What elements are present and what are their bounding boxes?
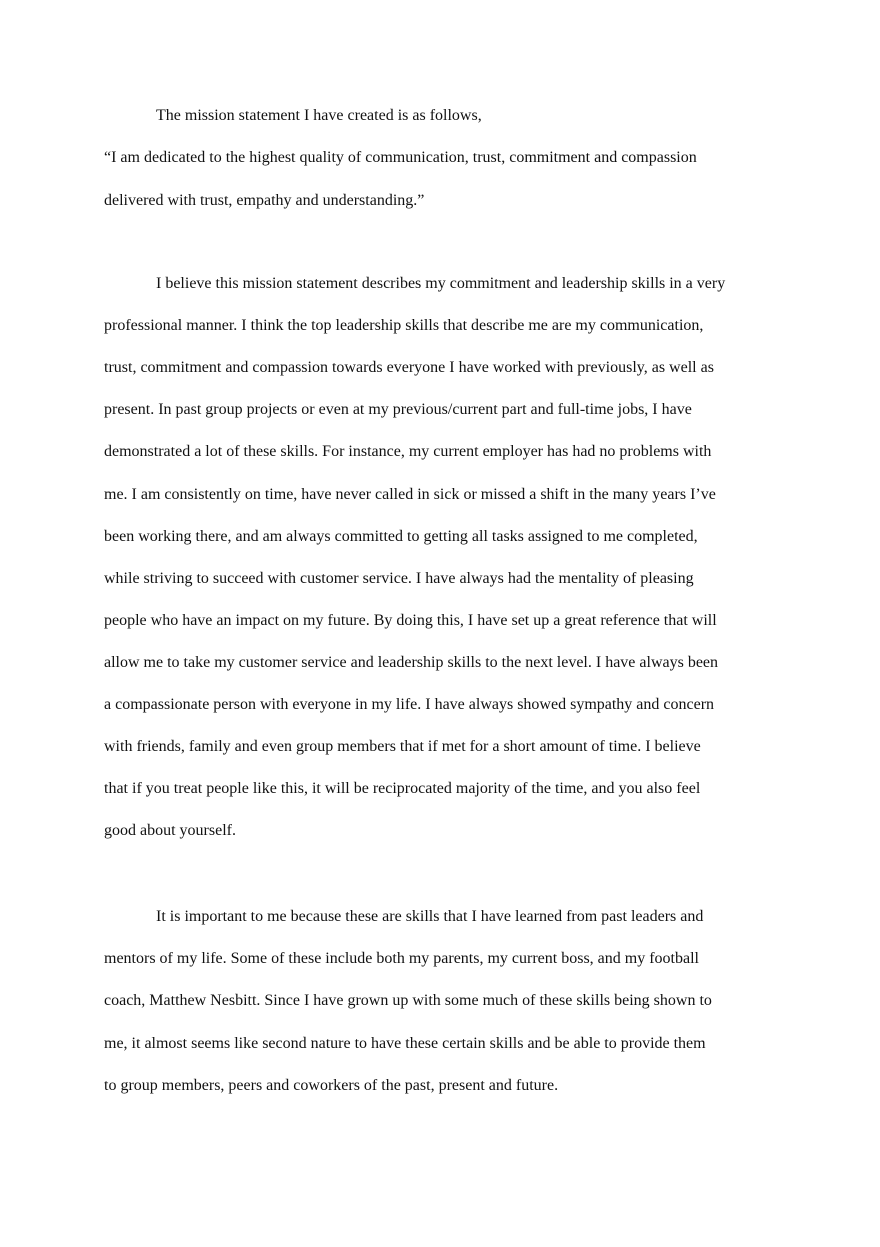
paragraph-1-line: people who have an impact on my future. By doing this, I have set up a great reference that will	[104, 612, 717, 629]
paragraph-1-line: been working there, and am always committed to getting all tasks assigned to me completed,	[104, 528, 698, 545]
paragraph-1-line: trust, commitment and compassion towards everyone I have worked with previously, as well as	[104, 359, 714, 376]
paragraph-2-line: me, it almost seems like second nature to have these certain skills and be able to provide them	[104, 1035, 706, 1052]
mission-statement-line: “I am dedicated to the highest quality of communication, trust, commitment and compassion	[104, 149, 697, 166]
paragraph-1-line: a compassionate person with everyone in my life. I have always showed sympathy and concern	[104, 696, 715, 713]
paragraph-1-line: present. In past group projects or even at my previous/current part and full-time jobs, I have	[104, 401, 692, 418]
paragraph-2-line: to group members, peers and coworkers of the past, present and future.	[104, 1077, 559, 1094]
intro-line: The mission statement I have created is as follows,	[156, 107, 482, 124]
paragraph-1-line: while striving to succeed with customer service. I have always had the mentality of pleasing	[104, 570, 694, 587]
paragraph-1-line: demonstrated a lot of these skills. For instance, my current employer has had no problems with	[104, 443, 712, 460]
paragraph-1-line: me. I am consistently on time, have never called in sick or missed a shift in the many years I’ve	[104, 486, 716, 503]
paragraph-1-line: with friends, family and even group members that if met for a short amount of time. I believe	[104, 738, 701, 755]
paragraph-1-line: allow me to take my customer service and leadership skills to the next level. I have always been	[104, 654, 719, 671]
paragraph-2-line: It is important to me because these are skills that I have learned from past leaders and	[156, 908, 704, 925]
mission-statement-line: delivered with trust, empathy and understanding.”	[104, 192, 425, 209]
paragraph-2-line: coach, Matthew Nesbitt. Since I have grown up with some much of these skills being shown to	[104, 992, 712, 1009]
paragraph-1-line: good about yourself.	[104, 822, 236, 839]
paragraph-1-line: professional manner. I think the top leadership skills that describe me are my communication,	[104, 317, 704, 334]
paragraph-1-line: that if you treat people like this, it will be reciprocated majority of the time, and you also feel	[104, 780, 701, 797]
paragraph-2-line: mentors of my life. Some of these include both my parents, my current boss, and my football	[104, 950, 699, 967]
paragraph-1-line: I believe this mission statement describes my commitment and leadership skills in a very	[156, 275, 726, 292]
